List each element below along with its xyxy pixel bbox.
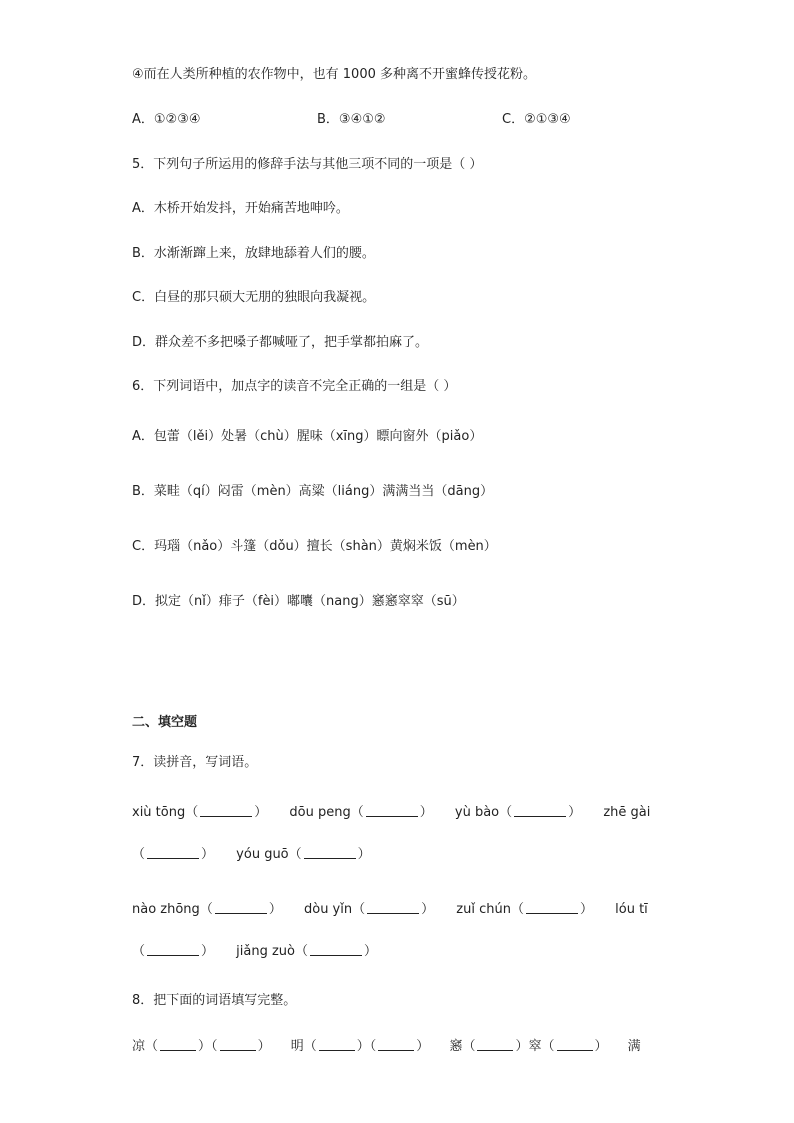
section-title-fill-blank: 二、填空题 xyxy=(132,715,198,730)
q6-stem: 6．下列词语中，加点字的读音不完全正确的一组是（ ） xyxy=(132,379,457,394)
q7-row2 xyxy=(132,846,371,864)
q7-row3 xyxy=(132,901,648,919)
q7-row4 xyxy=(132,943,377,961)
word-item: 窸（ ）窣（ ） xyxy=(449,1039,608,1054)
q8-stem: 8．把下面的词语填写完整。 xyxy=(132,993,297,1008)
pinyin: zhē gài xyxy=(603,805,651,820)
pinyin: nào zhōng（ ） xyxy=(132,902,282,917)
answer-blank[interactable] xyxy=(526,901,578,914)
word-item: 凉（ ）（ ） xyxy=(132,1039,271,1054)
pinyin: zuǐ chún（ ） xyxy=(456,902,593,917)
q4-option-a: A．①②③④ xyxy=(132,112,201,127)
q4-option-b: B．③④①② xyxy=(317,112,386,127)
answer-blank[interactable] xyxy=(477,1038,513,1051)
q8-row xyxy=(132,1038,641,1056)
word-item: 满 xyxy=(627,1039,641,1054)
q6-option-a: A．包蕾（lěi）处暑（chù）腥味（xīng）瞟向窗外（piǎo） xyxy=(132,429,483,444)
q6-option-b: B．菜畦（qí）闷雷（mèn）高粱（liáng）满满当当（dāng） xyxy=(132,484,494,499)
word-item: 明（ ）（ ） xyxy=(290,1039,430,1054)
answer-blank[interactable] xyxy=(514,804,566,817)
answer-blank[interactable] xyxy=(366,804,418,817)
pinyin: （ ） xyxy=(132,944,215,959)
q4-item4: ④而在人类所种植的农作物中，也有 1000 多种离不开蜜蜂传授花粉。 xyxy=(132,67,537,82)
answer-blank[interactable] xyxy=(319,1038,355,1051)
answer-blank[interactable] xyxy=(215,901,267,914)
q7-stem: 7．读拼音，写词语。 xyxy=(132,755,258,770)
q5-option-b: B．水渐渐蹿上来，放肆地舔着人们的腰。 xyxy=(132,246,375,261)
q4-option-c: C．②①③④ xyxy=(502,112,571,127)
answer-blank[interactable] xyxy=(220,1038,256,1051)
answer-blank[interactable] xyxy=(147,846,199,859)
pinyin: jiǎng zuò（ ） xyxy=(236,944,378,959)
q7-row1 xyxy=(132,804,650,822)
q5-option-d: D．群众差不多把嗓子都喊哑了，把手掌都拍麻了。 xyxy=(132,335,429,350)
q6-option-d: D．拟定（nǐ）痱子（fèi）嘟囔（nang）窸窸窣窣（sū） xyxy=(132,594,465,609)
answer-blank[interactable] xyxy=(160,1038,196,1051)
answer-blank[interactable] xyxy=(378,1038,414,1051)
answer-blank[interactable] xyxy=(200,804,252,817)
pinyin: （ ） xyxy=(132,847,215,862)
answer-blank[interactable] xyxy=(147,943,199,956)
q6-option-c: C．玛瑙（nǎo）斗篷（dǒu）擅长（shàn）黄焖米饭（mèn） xyxy=(132,539,497,554)
pinyin: lóu tī xyxy=(615,902,648,917)
pinyin: dōu peng（ ） xyxy=(289,805,433,820)
answer-blank[interactable] xyxy=(304,846,356,859)
pinyin: dòu yǐn（ ） xyxy=(303,902,435,917)
q5-stem: 5．下列句子所运用的修辞手法与其他三项不同的一项是（ ） xyxy=(132,157,483,172)
pinyin: xiù tōng（ ） xyxy=(132,805,268,820)
answer-blank[interactable] xyxy=(367,901,419,914)
answer-blank[interactable] xyxy=(557,1038,593,1051)
pinyin: yù bào（ ） xyxy=(454,805,582,820)
q5-option-a: A．木桥开始发抖，开始痛苦地呻吟。 xyxy=(132,201,349,216)
answer-blank[interactable] xyxy=(310,943,362,956)
pinyin: yóu guō（ ） xyxy=(236,847,371,862)
q5-option-c: C．白昼的那只硕大无朋的独眼向我凝视。 xyxy=(132,290,376,305)
